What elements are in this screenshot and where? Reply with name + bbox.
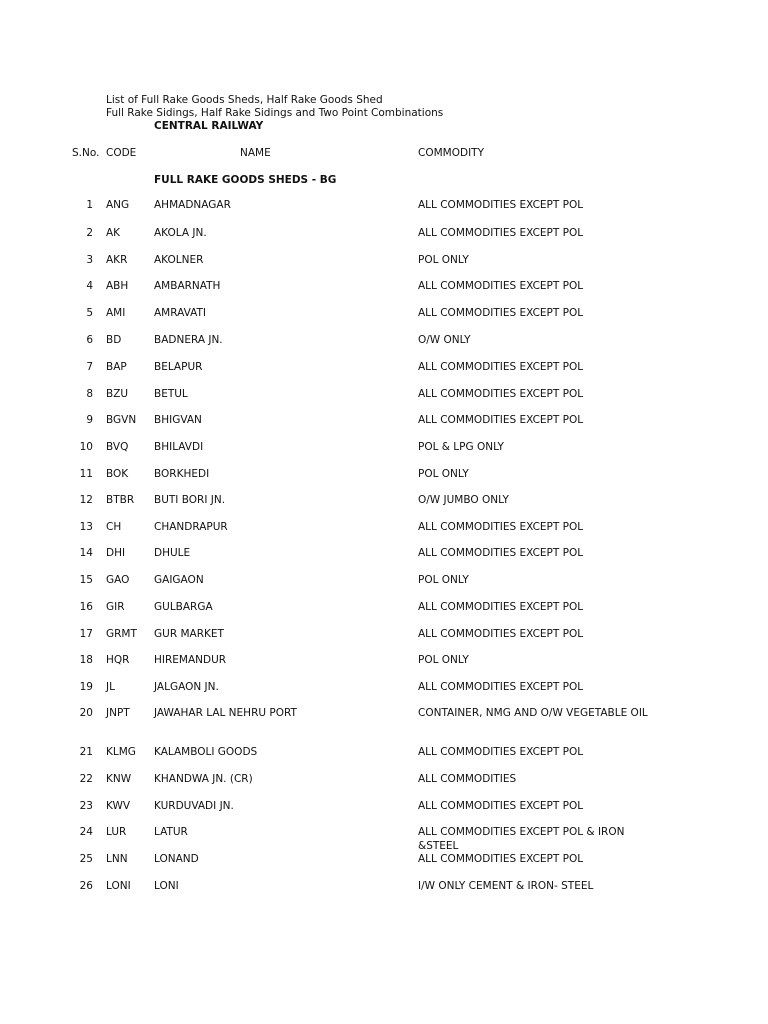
- row-code: BZU: [106, 388, 129, 400]
- row-sno: 5: [86, 307, 93, 319]
- row-code: AKR: [106, 254, 128, 266]
- column-header-sno: S.No.: [72, 147, 100, 159]
- row-name: BUTI BORI JN.: [154, 494, 226, 506]
- row-name: AKOLNER: [154, 254, 204, 266]
- column-header-name: NAME: [240, 147, 271, 159]
- row-commodity: ALL COMMODITIES EXCEPT POL: [418, 388, 584, 400]
- row-code: BVQ: [106, 441, 129, 453]
- row-commodity: ALL COMMODITIES EXCEPT POL: [418, 681, 584, 693]
- row-code: JNPT: [106, 707, 130, 719]
- row-name: AKOLA JN.: [154, 227, 207, 239]
- row-name: JAWAHAR LAL NEHRU PORT: [154, 707, 297, 719]
- row-code: BTBR: [106, 494, 135, 506]
- row-commodity: ALL COMMODITIES EXCEPT POL: [418, 853, 584, 865]
- row-name: BHILAVDI: [154, 441, 204, 453]
- column-header-code: CODE: [106, 147, 137, 159]
- row-commodity: ALL COMMODITIES EXCEPT POL: [418, 414, 584, 426]
- row-commodity: POL ONLY: [418, 254, 469, 266]
- row-commodity: ALL COMMODITIES EXCEPT POL: [418, 280, 584, 292]
- row-code: KLMG: [106, 746, 136, 758]
- row-name: CHANDRAPUR: [154, 521, 228, 533]
- row-code: JL: [106, 681, 115, 693]
- row-commodity: POL ONLY: [418, 468, 469, 480]
- row-code: KNW: [106, 773, 132, 785]
- row-sno: 3: [86, 254, 93, 266]
- row-name: AMBARNATH: [154, 280, 221, 292]
- row-commodity: ALL COMMODITIES EXCEPT POL: [418, 361, 584, 373]
- row-commodity: ALL COMMODITIES EXCEPT POL: [418, 227, 584, 239]
- row-name: BORKHEDI: [154, 468, 210, 480]
- row-code: AMI: [106, 307, 126, 319]
- row-sno: 8: [86, 388, 93, 400]
- row-code: HQR: [106, 654, 130, 666]
- row-sno: 6: [86, 334, 93, 346]
- row-code: GRMT: [106, 628, 137, 640]
- row-name: GAIGAON: [154, 574, 204, 586]
- row-code: LONI: [106, 880, 131, 892]
- row-commodity: POL & LPG ONLY: [418, 441, 504, 453]
- row-code: CH: [106, 521, 122, 533]
- row-name: KALAMBOLI GOODS: [154, 746, 258, 758]
- row-code: BD: [106, 334, 122, 346]
- row-code: KWV: [106, 800, 131, 812]
- row-sno: 7: [86, 361, 93, 373]
- row-code: DHI: [106, 547, 126, 559]
- railway-title: CENTRAL RAILWAY: [154, 120, 264, 132]
- row-sno: 12: [79, 494, 93, 506]
- row-code: BGVN: [106, 414, 137, 426]
- row-name: AMRAVATI: [154, 307, 207, 319]
- row-sno: 21: [79, 746, 93, 758]
- row-sno: 1: [86, 199, 93, 211]
- row-name: HIREMANDUR: [154, 654, 227, 666]
- row-name: BETUL: [154, 388, 188, 400]
- row-commodity-cont: &STEEL: [418, 840, 459, 852]
- row-commodity: CONTAINER, NMG AND O/W VEGETABLE OIL: [418, 707, 648, 719]
- row-sno: 23: [79, 800, 93, 812]
- row-name: KURDUVADI JN.: [154, 800, 234, 812]
- row-sno: 15: [79, 574, 93, 586]
- row-commodity: I/W ONLY CEMENT & IRON- STEEL: [418, 880, 594, 892]
- row-code: LUR: [106, 826, 127, 838]
- row-sno: 26: [79, 880, 93, 892]
- row-name: GULBARGA: [154, 601, 213, 613]
- row-sno: 16: [79, 601, 93, 613]
- section-title: FULL RAKE GOODS SHEDS - BG: [154, 174, 337, 186]
- row-sno: 14: [79, 547, 93, 559]
- row-sno: 9: [86, 414, 93, 426]
- row-commodity: ALL COMMODITIES EXCEPT POL: [418, 547, 584, 559]
- row-sno: 25: [79, 853, 93, 865]
- row-commodity: O/W JUMBO ONLY: [418, 494, 509, 506]
- row-sno: 4: [86, 280, 93, 292]
- row-sno: 24: [79, 826, 93, 838]
- row-sno: 11: [79, 468, 93, 480]
- row-sno: 22: [79, 773, 93, 785]
- row-code: BAP: [106, 361, 127, 373]
- row-commodity: POL ONLY: [418, 574, 469, 586]
- row-name: JALGAON JN.: [154, 681, 219, 693]
- row-commodity: ALL COMMODITIES EXCEPT POL: [418, 628, 584, 640]
- row-code: LNN: [106, 853, 128, 865]
- row-code: BOK: [106, 468, 129, 480]
- row-sno: 18: [79, 654, 93, 666]
- row-code: AK: [106, 227, 121, 239]
- row-name: KHANDWA JN. (CR): [154, 773, 253, 785]
- column-header-commodity: COMMODITY: [418, 147, 484, 159]
- row-code: ABH: [106, 280, 129, 292]
- row-commodity: ALL COMMODITIES EXCEPT POL: [418, 746, 584, 758]
- row-sno: 19: [79, 681, 93, 693]
- row-commodity: ALL COMMODITIES EXCEPT POL: [418, 521, 584, 533]
- row-name: LATUR: [154, 826, 188, 838]
- row-commodity: O/W ONLY: [418, 334, 471, 346]
- row-name: BELAPUR: [154, 361, 203, 373]
- row-code: ANG: [106, 199, 130, 211]
- row-code: GIR: [106, 601, 125, 613]
- row-commodity: ALL COMMODITIES EXCEPT POL: [418, 601, 584, 613]
- row-sno: 2: [86, 227, 93, 239]
- header-line-2: Full Rake Sidings, Half Rake Sidings and Two Point Combinations: [106, 107, 444, 119]
- row-name: BADNERA JN.: [154, 334, 223, 346]
- header-line-1: List of Full Rake Goods Sheds, Half Rake Goods Shed: [106, 94, 383, 106]
- row-commodity: ALL COMMODITIES EXCEPT POL: [418, 199, 584, 211]
- row-code: GAO: [106, 574, 130, 586]
- row-name: GUR MARKET: [154, 628, 224, 640]
- row-sno: 17: [79, 628, 93, 640]
- row-commodity: ALL COMMODITIES EXCEPT POL & IRON: [418, 826, 625, 838]
- row-name: LONI: [154, 880, 179, 892]
- row-sno: 13: [79, 521, 93, 533]
- row-name: AHMADNAGAR: [154, 199, 231, 211]
- row-sno: 10: [79, 441, 93, 453]
- row-sno: 20: [79, 707, 93, 719]
- row-commodity: ALL COMMODITIES: [418, 773, 517, 785]
- row-commodity: ALL COMMODITIES EXCEPT POL: [418, 800, 584, 812]
- row-name: LONAND: [154, 853, 199, 865]
- row-name: DHULE: [154, 547, 191, 559]
- row-commodity: ALL COMMODITIES EXCEPT POL: [418, 307, 584, 319]
- row-name: BHIGVAN: [154, 414, 202, 426]
- row-commodity: POL ONLY: [418, 654, 469, 666]
